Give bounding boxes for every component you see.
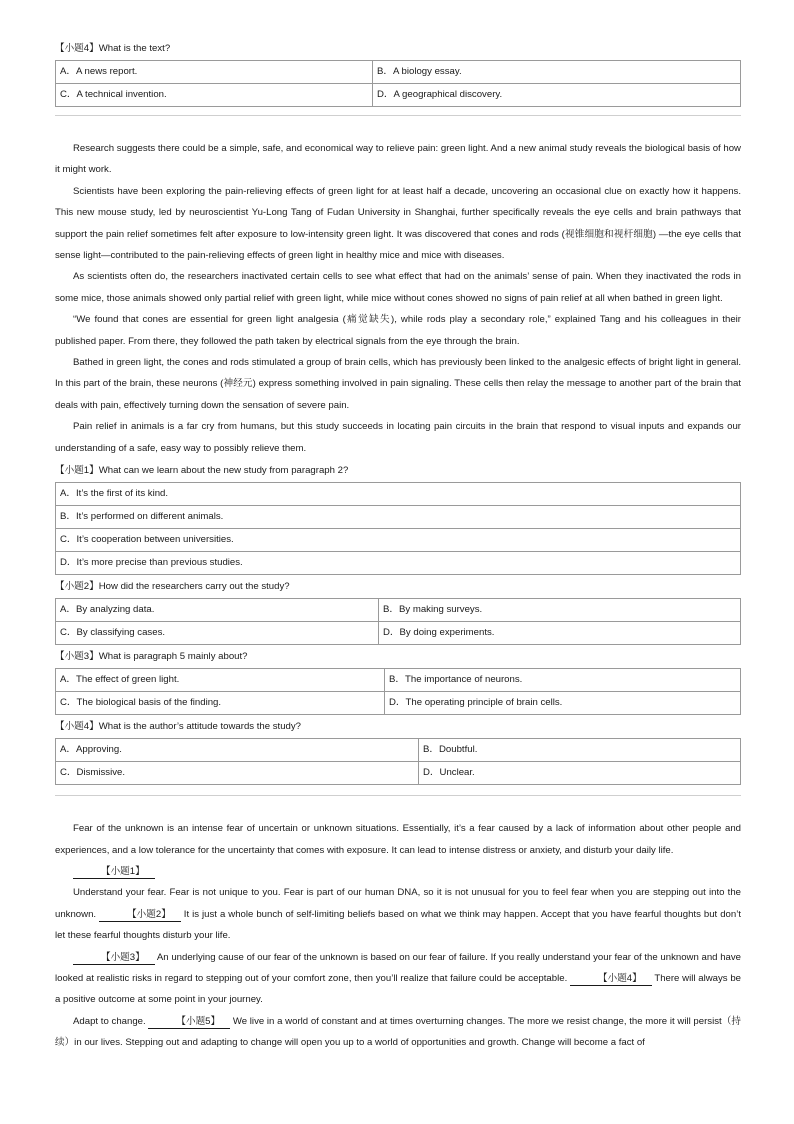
answer-blank-5[interactable]: 【小题5】 <box>148 1015 230 1029</box>
option-d[interactable]: D．A geographical discovery. <box>373 84 741 107</box>
options-table <box>55 738 741 785</box>
option-a[interactable]: A．A news report. <box>56 61 373 84</box>
paragraph-text: Adapt to change. <box>73 1015 146 1027</box>
paragraph-text: We live in a world of constant and at times overturning changes. The more we resist change, the more it will persist（持续）in our lives. Stepping out and adapting to change will open you up to a world of opportunities and growth. Change will become a fact of <box>55 1015 742 1049</box>
passage-paragraph: Bathed in green light, the cones and rods stimulated a group of brain cells, which has previously been linked to the analgesic effects of bright light in general. In this part of the brain, these neurons (神经元) express something involved in pain signaling. These cells then relay the message to another part of the brain that deals with pain, effectively turning down the sensation of severe pain. <box>55 357 741 411</box>
answer-blank-4[interactable]: 【小题4】 <box>570 972 652 986</box>
answer-blank-2[interactable]: 【小题2】 <box>99 908 181 922</box>
options-table <box>55 60 741 107</box>
option-c[interactable]: C．Dismissive. <box>56 762 419 785</box>
option-c[interactable]: C．By classifying cases. <box>56 622 379 645</box>
passage-paragraph <box>55 882 741 946</box>
option-d[interactable]: D．It’s more precise than previous studies. <box>56 552 741 575</box>
option-b[interactable]: B．The importance of neurons. <box>385 669 741 692</box>
option-c[interactable]: C．A technical invention. <box>56 84 373 107</box>
question-title: 【小题1】What can we learn about the new study from paragraph 2? <box>55 465 349 477</box>
option-b[interactable]: B．A biology essay. <box>373 61 741 84</box>
document-page <box>55 38 741 1054</box>
options-table <box>55 598 741 645</box>
passage-paragraph <box>55 947 741 1011</box>
passage-paragraph: Pain relief in animals is a far cry from humans, but this study succeeds in locating pain circuits in the brain that respond to visual inputs and expands our understanding of a safe, easy way to possibly relieve them. <box>55 421 741 454</box>
answer-blank-3[interactable]: 【小题3】 <box>73 951 155 965</box>
passage-paragraph <box>55 1011 741 1054</box>
paragraph-text: It is just a whole bunch of self-limiting beliefs based on what we think may happen. Accept that you have fearful thoughts but don’t let these fearful thoughts disturb your life. <box>55 908 742 942</box>
option-c[interactable]: C．It’s cooperation between universities. <box>56 529 741 552</box>
passage-paragraph: Fear of the unknown is an intense fear of uncertain or unknown situations. Essentially, it’s a fear caused by a lack of information about other people and experiences, and a low tolerance for the uncertainty that comes with exposure. It can lead to intense distress or anxiety, and disturb your daily life. <box>55 823 741 856</box>
question-title: 【小题2】How did the researchers carry out the study? <box>55 581 290 593</box>
option-a[interactable]: A．It’s the first of its kind. <box>56 483 741 506</box>
option-b[interactable]: B．By making surveys. <box>379 599 741 622</box>
option-d[interactable]: D．Unclear. <box>419 762 741 785</box>
paragraph-text: Understand your fear. Fear is not unique to you. Fear is part of our human DNA, so it is not unusual for you to feel fear when you are stepping out into the unknown. <box>55 887 741 920</box>
option-b[interactable]: B．Doubtful. <box>419 739 741 762</box>
options-table <box>55 668 741 715</box>
paragraph-text: There will always be a positive outcome at some point in your journey. <box>55 972 741 1006</box>
passage-paragraph: As scientists often do, the researchers inactivated certain cells to see what effect that had on the animals’ sense of pain. When they inactivated the rods in some mice, those animals showed only partial relief with green light, while mice without cones showed no signs of pain relief at all when bathed in green light. <box>55 271 741 304</box>
option-a[interactable]: A．By analyzing data. <box>56 599 379 622</box>
option-d[interactable]: D．The operating principle of brain cells. <box>385 692 741 715</box>
paragraph-text: An underlying cause of our fear of the unknown is based on our fear of failure. If you really understand your fear of the unknown and have looked at realistic risks in regard to stepping out of your comfort zone, then you’ll realize that failure could be acceptable. <box>55 951 742 984</box>
question-title: 【小题4】What is the text? <box>55 43 171 54</box>
option-a[interactable]: A．The effect of green light. <box>56 669 385 692</box>
option-a[interactable]: A．Approving. <box>56 739 419 762</box>
passage-paragraph: Scientists have been exploring the pain-relieving effects of green light for at least half a decade, uncovering an occasional clue on exactly how it happens. This new mouse study, led by neuroscientist Yu-Long Tang of Fudan University in Shanghai, further specifically reveals the eye cells and brain pathways that support the pain relief sometimes felt after exposure to low-intensity green light. It was discovered that cones and rods (视锥细胞和视杆细胞) —the eye cells that sense light—contributed to the pain-relieving effects of green light in healthy mice and mice with diseases. <box>55 185 741 262</box>
answer-blank-1[interactable]: 【小题1】 <box>73 865 155 879</box>
question-title: 【小题3】What is paragraph 5 mainly about? <box>55 651 248 663</box>
option-d[interactable]: D．By doing experiments. <box>379 622 741 645</box>
question-title: 【小题4】What is the author’s attitude towards the study? <box>55 721 302 733</box>
options-table <box>55 482 741 575</box>
passage-paragraph <box>55 861 741 882</box>
option-b[interactable]: B．It’s performed on different animals. <box>56 506 741 529</box>
passage-paragraph: “We found that cones are essential for green light analgesia (痛觉缺失), while rods play a secondary role,” explained Tang and his colleagues in their published paper. From there, they followed the path taken by electrical signals from the eye through the brain. <box>55 314 741 347</box>
option-c[interactable]: C．The biological basis of the finding. <box>56 692 385 715</box>
passage-paragraph: Research suggests there could be a simple, safe, and economical way to relieve pain: green light. And a new animal study reveals the biological basis of how it might work. <box>55 143 741 176</box>
